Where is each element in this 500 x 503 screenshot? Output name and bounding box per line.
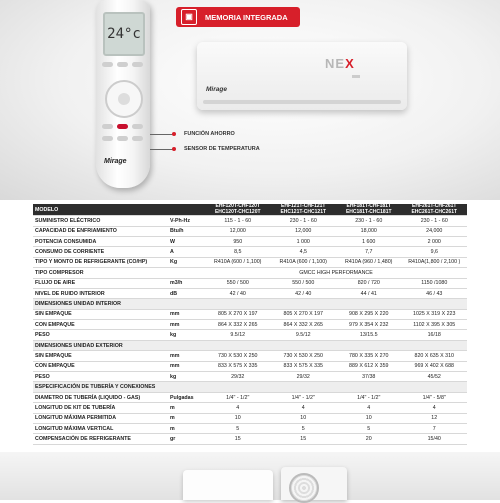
spec-value: 864 X 332 X 265	[205, 320, 271, 330]
model-name	[336, 204, 402, 216]
spec-value: 16/18	[402, 330, 468, 340]
spec-value: 9,6	[402, 247, 468, 257]
chip-icon: ▣	[181, 9, 197, 25]
spec-value: 1150 /1080	[402, 278, 468, 288]
spec-label: TIPO Y MONTO DE REFRIGERANTE (CO/HP)	[33, 257, 168, 267]
spec-value: 12,000	[205, 226, 271, 236]
model-label: MODELO	[33, 204, 168, 216]
spec-unit: kg	[168, 330, 205, 340]
remote-display: 24°c	[103, 12, 145, 56]
spec-value: 20	[336, 434, 402, 444]
remote-brand-logo: Mirage	[104, 158, 127, 165]
remote-button	[132, 136, 143, 141]
spec-unit: W	[168, 236, 205, 246]
spec-value: 908 X 295 X 220	[336, 309, 402, 319]
spec-value: 15/40	[402, 434, 468, 444]
remote-button	[132, 124, 143, 129]
spec-row	[33, 236, 467, 246]
spec-value: R410A (600 / 1,100)	[205, 257, 271, 267]
spec-value: 13/15.5	[336, 330, 402, 340]
spec-label: SIN EMPAQUE	[33, 309, 168, 319]
spec-unit: mm	[168, 361, 205, 371]
section-header-row	[33, 340, 467, 350]
spec-unit: A	[168, 247, 205, 257]
model-code: EHF181T-CHF181T	[346, 204, 391, 209]
remote-eco-button	[117, 124, 128, 129]
spec-unit: dB	[168, 288, 205, 298]
spec-value: 5	[205, 424, 271, 434]
spec-label: LONGITUD MÁXIMA PERMITIDA	[33, 413, 168, 423]
spec-value: 12,000	[271, 226, 337, 236]
spec-value: 4,5	[271, 247, 337, 257]
spec-row	[33, 372, 467, 382]
spec-label: FLUJO DE AIRE	[33, 278, 168, 288]
spec-label: NIVEL DE RUIDO INTERIOR	[33, 288, 168, 298]
spec-value: 864 X 332 X 265	[271, 320, 337, 330]
outdoor-unit-thumbnail	[281, 467, 347, 500]
spec-value: 1102 X 395 X 305	[402, 320, 468, 330]
spec-row	[33, 216, 467, 226]
spec-row	[33, 247, 467, 257]
spec-unit: V-Ph-Hz	[168, 216, 205, 226]
model-code: EHC181T-CHC181T	[345, 208, 392, 215]
spec-value: 10	[336, 413, 402, 423]
spec-unit: mm	[168, 309, 205, 319]
indicator-light	[352, 75, 360, 78]
model-header-row	[33, 204, 467, 216]
spec-unit	[168, 268, 205, 278]
spec-row	[33, 268, 467, 278]
spec-value: R410A(1,800 / 2,100 )	[402, 257, 468, 267]
section-header-row	[33, 299, 467, 309]
spec-value: 730 X 530 X 250	[205, 351, 271, 361]
product-logo: NEX	[325, 56, 355, 71]
spec-label: PESO	[33, 372, 168, 382]
remote-button	[102, 62, 113, 67]
model-code: EHF120T-CHF120T	[215, 204, 260, 209]
model-name	[402, 204, 468, 216]
model-code: EHF261T-CHF261T	[412, 204, 457, 209]
spec-unit: m3/h	[168, 278, 205, 288]
spec-row	[33, 351, 467, 361]
spec-label: SIN EMPAQUE	[33, 351, 168, 361]
model-code: EHF121T-CHF121T	[281, 204, 326, 209]
spec-value: 12	[402, 413, 468, 423]
spec-value: 969 X 402 X 688	[402, 361, 468, 371]
spec-unit: m	[168, 413, 205, 423]
spec-row	[33, 226, 467, 236]
spec-value: 950	[205, 236, 271, 246]
model-code: EHC121T-CHC121T	[280, 208, 327, 215]
callout-line	[150, 134, 173, 135]
spec-label: TIPO COMPRESOR	[33, 268, 168, 278]
spec-value: 833 X 575 X 335	[205, 361, 271, 371]
spec-value: 550 / 500	[271, 278, 337, 288]
spec-value: 889 X 612 X 359	[336, 361, 402, 371]
unit-cell	[168, 204, 205, 216]
spec-value: 550 / 500	[205, 278, 271, 288]
spec-value: 42 / 40	[271, 288, 337, 298]
section-title: DIMENSIONES UNIDAD INTERIOR	[33, 299, 467, 309]
spec-unit: Pulgadas	[168, 392, 205, 402]
spec-value: 115 - 1 - 60	[205, 216, 271, 226]
remote-button	[117, 62, 128, 67]
spec-value: 780 X 335 X 270	[336, 351, 402, 361]
spec-value: 4	[336, 403, 402, 413]
spec-label: CONSUMO DE CORRIENTE	[33, 247, 168, 257]
spec-value: 10	[271, 413, 337, 423]
air-outlet	[203, 100, 401, 104]
spec-value: 9.5/12	[271, 330, 337, 340]
spec-value: R410A (600 / 1,100)	[271, 257, 337, 267]
spec-row	[33, 320, 467, 330]
memory-badge	[176, 7, 300, 27]
section-title: DIMENSIONES UNIDAD EXTERIOR	[33, 340, 467, 350]
spec-value: 805 X 270 X 197	[205, 309, 271, 319]
spec-value: 37/38	[336, 372, 402, 382]
callout-line	[150, 149, 173, 150]
spec-row	[33, 288, 467, 298]
spec-row	[33, 278, 467, 288]
spec-value: 1/4" - 5/8"	[402, 392, 468, 402]
spec-value: 5	[271, 424, 337, 434]
spec-value: 44 / 41	[336, 288, 402, 298]
spec-value: 4	[402, 403, 468, 413]
remote-button	[102, 124, 113, 129]
spec-unit: mm	[168, 351, 205, 361]
spec-value: 10	[205, 413, 271, 423]
unit-brand-logo: Mirage	[206, 86, 227, 93]
spec-value: 1/4" - 1/2"	[205, 392, 271, 402]
spec-value: 18,000	[336, 226, 402, 236]
spec-value: 2 000	[402, 236, 468, 246]
spec-label: CAPACIDAD DE ENFRIAMIENTO	[33, 226, 168, 236]
spec-value: 46 / 43	[402, 288, 468, 298]
model-code: EHC120T-CHC120T	[214, 208, 261, 215]
spec-value: 24,000	[402, 226, 468, 236]
spec-value: 15	[205, 434, 271, 444]
spec-value: 1/4" - 1/2"	[271, 392, 337, 402]
spec-value: 29/32	[271, 372, 337, 382]
spec-value: 9.5/12	[205, 330, 271, 340]
spec-value: 1/4" - 1/2"	[336, 392, 402, 402]
spec-row	[33, 257, 467, 267]
spec-unit: Btu/h	[168, 226, 205, 236]
spec-value: 979 X 354 X 232	[336, 320, 402, 330]
spec-value: GMCC HIGH PERFORMANCE	[205, 268, 467, 278]
spec-label: SUMINISTRO ELÉCTRICO	[33, 216, 168, 226]
spec-value: 1 000	[271, 236, 337, 246]
spec-row	[33, 413, 467, 423]
remote-control	[96, 0, 150, 188]
spec-row	[33, 361, 467, 371]
spec-value: 42 / 40	[205, 288, 271, 298]
spec-value: 8,5	[205, 247, 271, 257]
spec-value: 820 / 720	[336, 278, 402, 288]
badge-label: MEMORIA INTEGRADA	[205, 12, 288, 22]
model-name	[271, 204, 337, 216]
spec-value: 805 X 270 X 197	[271, 309, 337, 319]
spec-value: 820 X 635 X 310	[402, 351, 468, 361]
spec-value: 230 - 1 - 60	[402, 216, 468, 226]
spec-value: 1 600	[336, 236, 402, 246]
callout-temp-sensor: SENSOR DE TEMPERATURA	[184, 146, 260, 152]
spec-label: CON EMPAQUE	[33, 361, 168, 371]
spec-value: 5	[336, 424, 402, 434]
remote-button	[102, 136, 113, 141]
remote-dpad	[105, 80, 143, 118]
model-name	[205, 204, 271, 216]
spec-value: 45/52	[402, 372, 468, 382]
spec-value: 7,7	[336, 247, 402, 257]
indoor-unit-image	[197, 42, 407, 110]
spec-table	[33, 204, 467, 445]
spec-row	[33, 392, 467, 402]
section-title: ESPECIFICACIÓN DE TUBERÍA Y CONEXIONES	[33, 382, 467, 392]
spec-unit: gr	[168, 434, 205, 444]
spec-row	[33, 309, 467, 319]
spec-unit: mm	[168, 320, 205, 330]
spec-value: 4	[205, 403, 271, 413]
callout-eco-function: FUNCIÓN AHORRO	[184, 131, 235, 137]
spec-label: CON EMPAQUE	[33, 320, 168, 330]
spec-label: DIAMETRO DE TUBERÍA (LIQUIDO - GAS)	[33, 392, 168, 402]
fan-icon	[289, 473, 319, 503]
spec-unit: m	[168, 403, 205, 413]
remote-button	[132, 62, 143, 67]
spec-value: 4	[271, 403, 337, 413]
spec-unit: kg	[168, 372, 205, 382]
spec-value: 230 - 1 - 60	[271, 216, 337, 226]
spec-value: 730 X 530 X 250	[271, 351, 337, 361]
spec-label: POTENCIA CONSUMIDA	[33, 236, 168, 246]
model-code: EHC261T-CHC261T	[411, 208, 458, 215]
spec-value: 1025 X 319 X 223	[402, 309, 468, 319]
remote-button	[117, 136, 128, 141]
section-header-row	[33, 382, 467, 392]
spec-label: PESO	[33, 330, 168, 340]
spec-unit: Kg	[168, 257, 205, 267]
spec-value: 230 - 1 - 60	[336, 216, 402, 226]
spec-unit: m	[168, 424, 205, 434]
spec-label: LONGITUD DE KIT DE TUBERÍA	[33, 403, 168, 413]
spec-value: 29/32	[205, 372, 271, 382]
spec-row	[33, 403, 467, 413]
callout-dot	[172, 147, 176, 151]
spec-row	[33, 434, 467, 444]
spec-row	[33, 424, 467, 434]
spec-value: 15	[271, 434, 337, 444]
spec-row	[33, 330, 467, 340]
spec-value: 7	[402, 424, 468, 434]
spec-label: LONGITUD MÁXIMA VERTICAL	[33, 424, 168, 434]
spec-value: R410A (960 / 1,480)	[336, 257, 402, 267]
callout-dot	[172, 132, 176, 136]
spec-label: COMPENSACIÓN DE REFRIGERANTE	[33, 434, 168, 444]
spec-value: 833 X 575 X 335	[271, 361, 337, 371]
indoor-unit-thumbnail	[183, 470, 273, 500]
